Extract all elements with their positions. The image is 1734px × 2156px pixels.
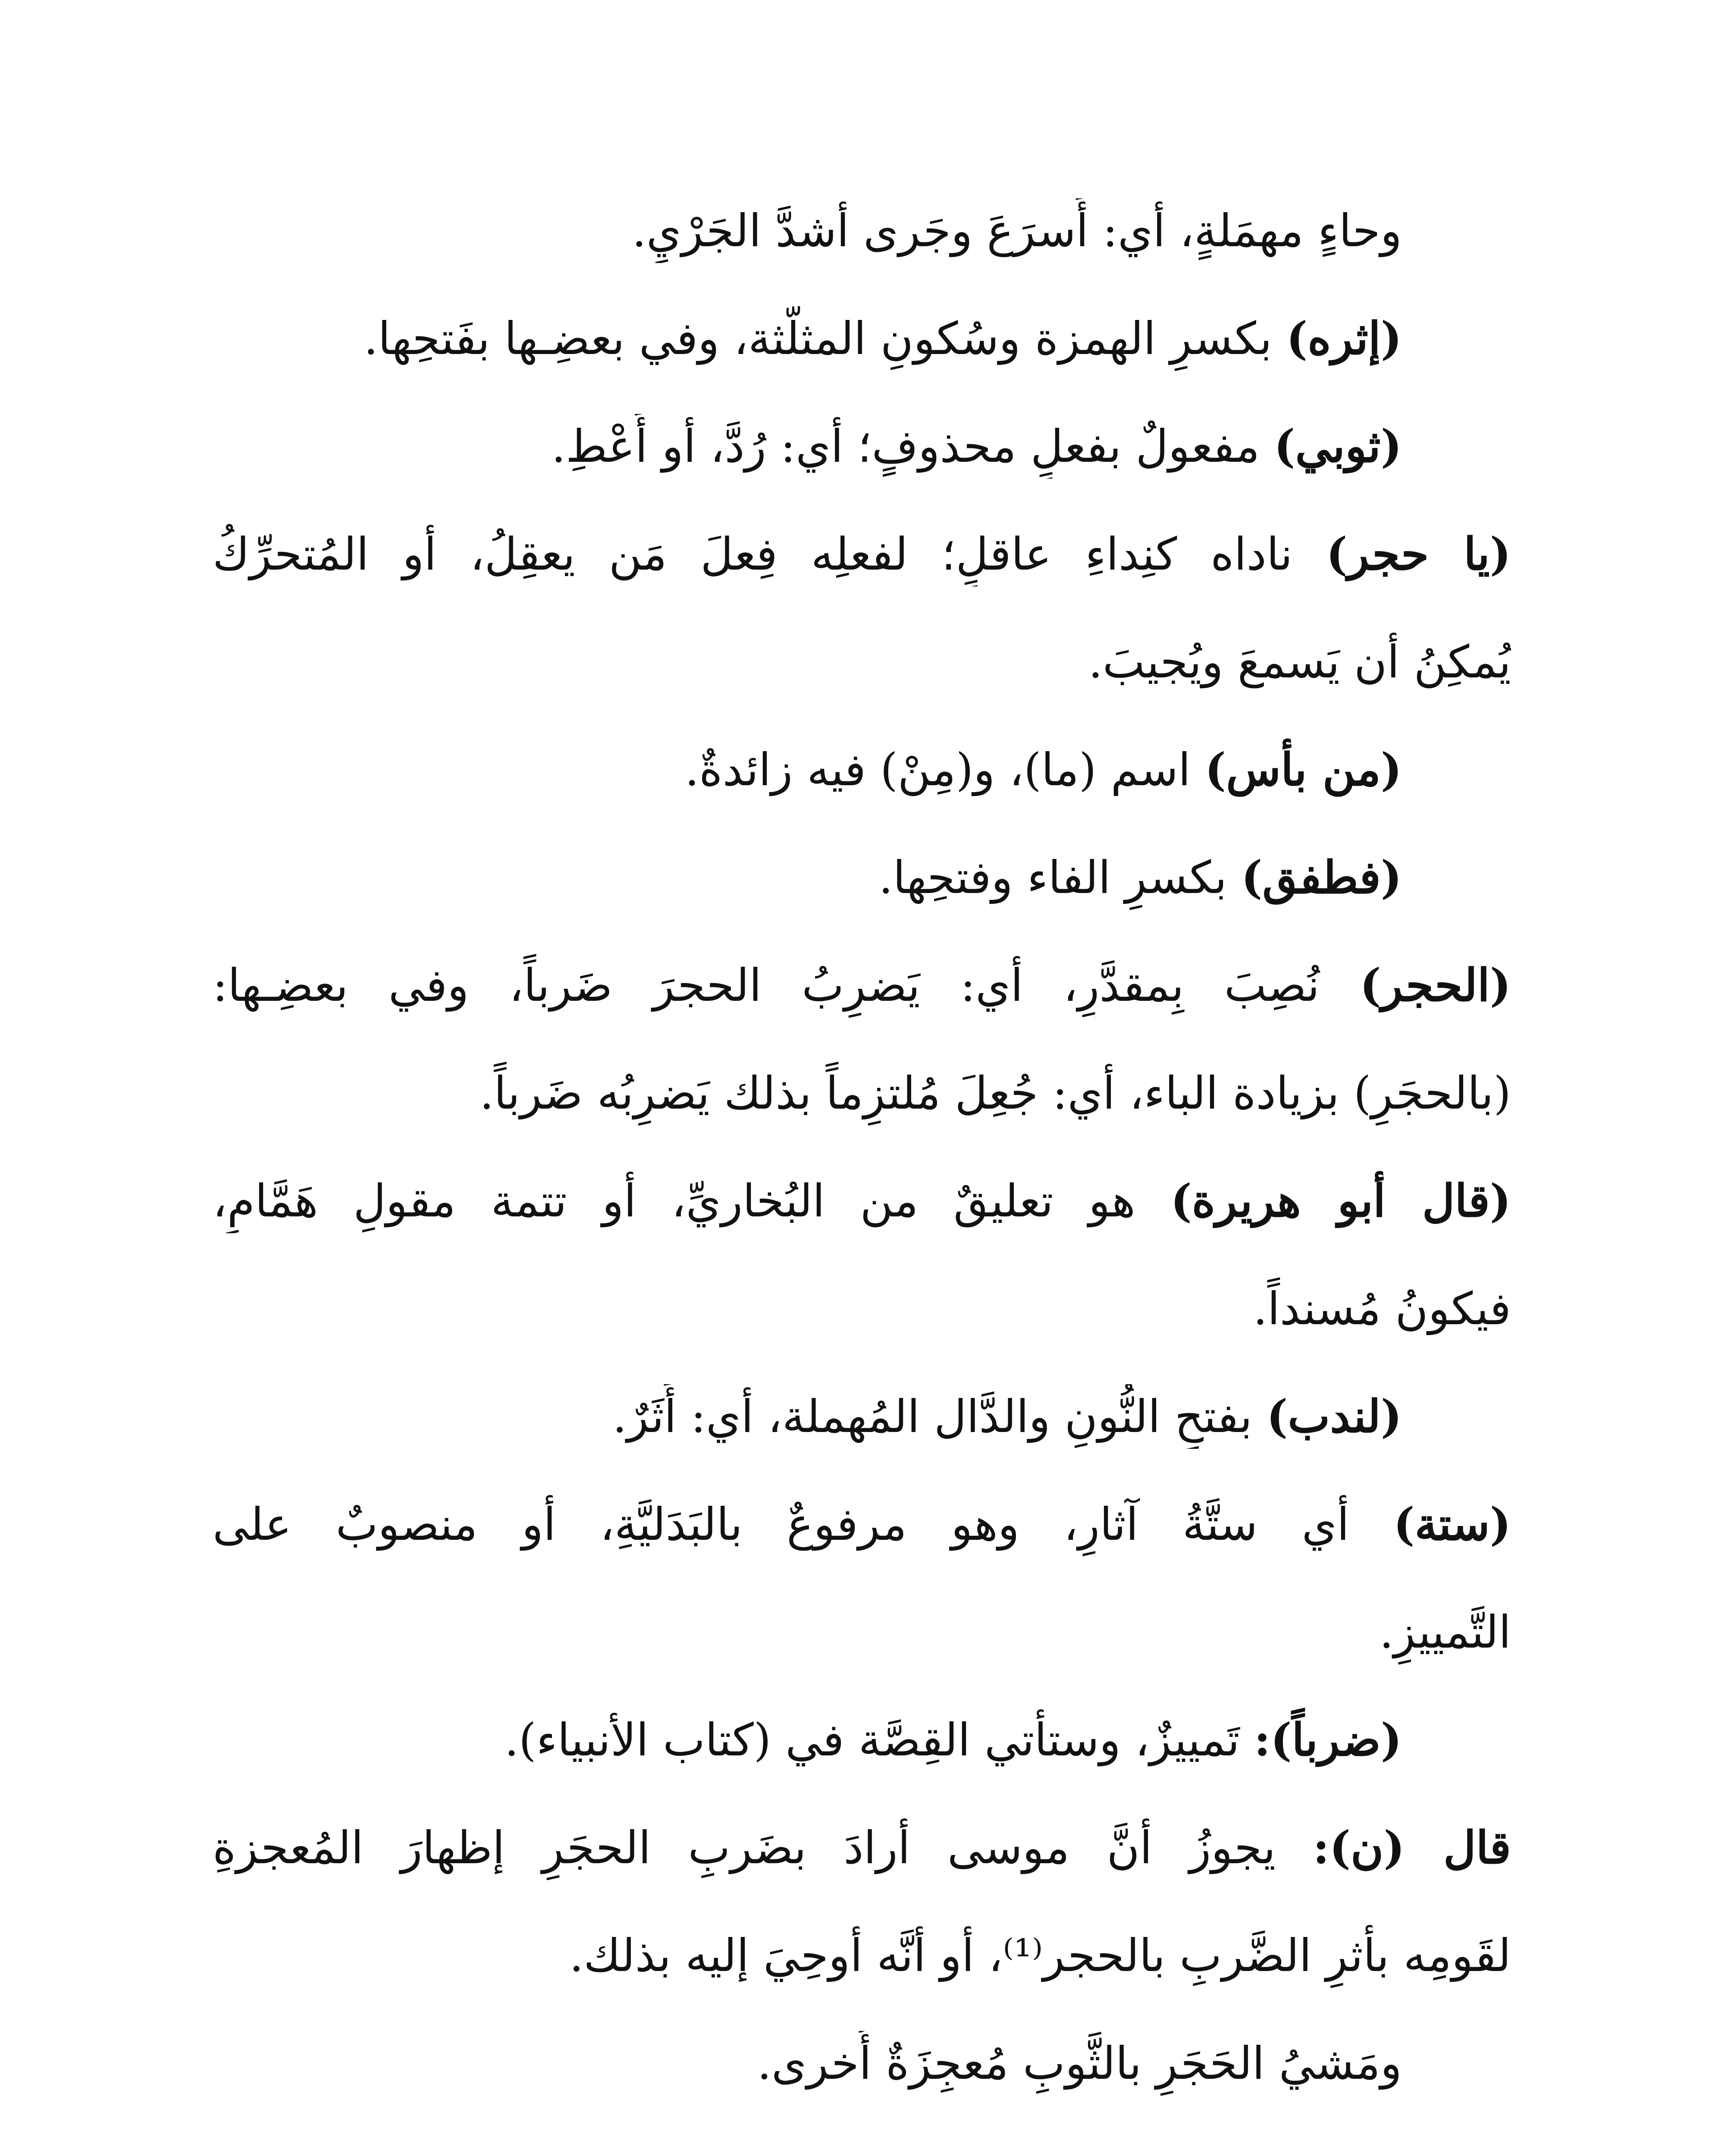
text-line: وحاءٍ مهمَلةٍ، أي: أَسرَعَ وجَرى أشدَّ الجَرْيِ. [632,204,1402,257]
text-line: (لندب) بفتحِ النُّونِ والدَّال المُهملة، أي: أَثَرٌ. [612,1390,1402,1443]
text-line: (إثره) بكسرِ الهمزة وسُكونِ المثلَّثة، وفي بعضِـها بفَتحِها. [364,312,1402,365]
text-line: (يا حجر) ناداه كنِداءِ عاقلٍ؛ لفعلِه فِعلَ مَن يعقِلُ، أو المُتحرِّكُ [213,527,1511,580]
text-line: (الحجر) نُصِبَ بِمقدَّرٍ، أي: يَضرِبُ الحجرَ ضَرباً، وفي بعضِـها: [213,959,1511,1012]
text-line: (ضرباً): تَمييزٌ، وستأتي القِصَّة في (كتاب الأنبياء). [504,1713,1402,1766]
text-line: ومَشيُ الحَجَرِ بالثَّوبِ مُعجِزَةٌ أُخرى. [757,2037,1402,2090]
text-line: قال (ن): يجوزُ أنَّ موسى أرادَ بضَربِ الحجَرِ إظهارَ المُعجزةِ [213,1821,1511,1874]
text-line: لقَومِه بأثرِ الضَّربِ بالحجر⁽¹⁾، أو أنَّه أوحِيَ إليه بذلك. [569,1929,1511,1982]
text-line: (من بأس) اسم (ما)، و(مِنْ) فيه زائدةٌ. [684,743,1402,796]
text-line: يُمكِنُ أن يَسمعَ ويُجيبَ. [1088,636,1511,688]
text-line: التَّمييزِ. [1379,1606,1511,1658]
text-line: (قال أبو هريرة) هو تعليقٌ من البُخاريِّ، أو تتمة مقولِ هَمَّامٍ، [213,1174,1511,1227]
text-line: (بالحجَرِ) بزيادة الباء، أي: جُعِلَ مُلتزِماً بذلك يَضرِبُه ضَرباً. [480,1067,1511,1119]
text-line: (ثوبي) مفعولٌ بفعلٍ محذوفٍ؛ أي: رُدَّ، أو أَعْطِ. [551,420,1402,473]
text-line: فيكونُ مُسنداً. [1253,1282,1511,1335]
text-line: (فطفق) بكسرِ الفاء وفتحِها. [878,851,1402,904]
text-line: (ستة) أي ستَّةُ آثارٍ، وهو مرفوعٌ بالبَدَليَّةِ، أو منصوبٌ على [213,1498,1511,1551]
